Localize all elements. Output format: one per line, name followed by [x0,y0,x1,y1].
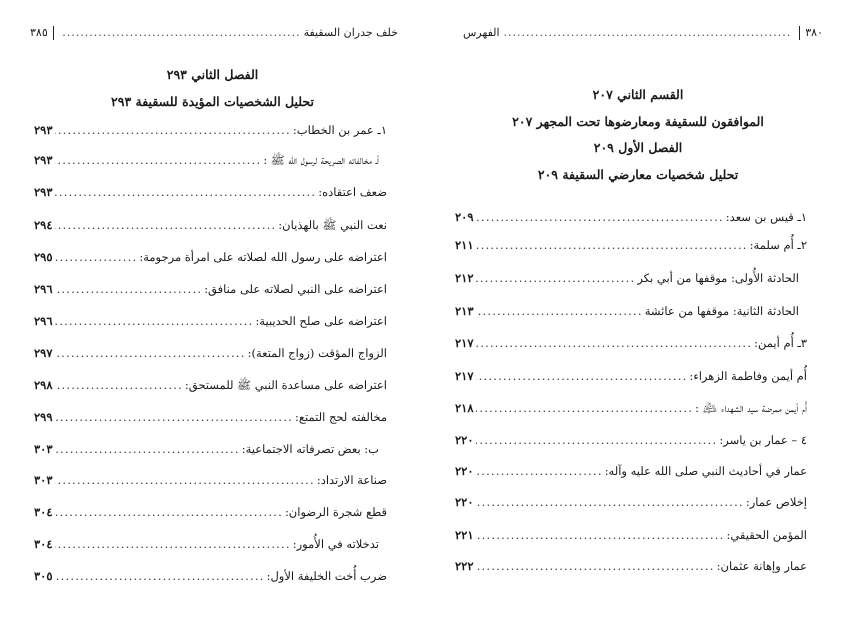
leader-dots [55,312,254,330]
leader-dots [476,431,718,449]
entry-title: ٣ـ أُم أيمن: [754,336,807,350]
entry-title: اعتراضه على مساعدة النبي ﷺ للمستحق: [184,378,387,392]
toc-entry[interactable] [34,503,387,521]
running-head [30,24,398,42]
leader-dots [55,567,265,585]
entry-page: ٢٩٣ [34,153,53,167]
entry-title: إخلاص عمار: [745,495,807,509]
leader-dots [55,376,183,394]
entry-page: ٢٩٦ [34,282,53,296]
toc-entry[interactable] [455,302,807,320]
toc-entry[interactable] [34,440,387,458]
leader-dots [476,399,694,417]
separator-bar [53,26,54,40]
toc-entry[interactable] [34,344,387,362]
page-number: ٣٨٥ [30,26,48,39]
toc-entry[interactable] [34,471,387,489]
toc-entry[interactable] [34,121,387,139]
entry-page: ٣٠٤ [34,537,53,551]
entry-page: ٢٢٢ [455,559,474,573]
toc-entry[interactable] [34,216,387,234]
toc-entry[interactable] [34,280,387,298]
entry-title: قطع شجرة الرضوان: [284,505,387,519]
entry-title: صناعة الارتداد: [316,473,387,487]
section-heading: تحليل الشخصيات المؤيدة للسقيفة ٢٩٣ [111,94,314,109]
toc-entry[interactable] [455,462,807,480]
toc-entry[interactable] [455,269,807,287]
toc-entry[interactable] [34,248,387,266]
toc-entry[interactable] [455,208,807,226]
leader-dots [55,248,138,266]
entry-page: ٢٩٦ [34,314,53,328]
entry-page: ٢١١ [455,238,474,252]
toc-entry[interactable] [455,557,807,575]
leader-dots [55,280,203,298]
leader-dots [55,344,246,362]
leader-dots [55,151,262,169]
entry-page: ٢١٧ [455,336,474,350]
entry-title: ٤ – عمار بن ياسر: [719,433,807,447]
leader-dots [55,503,283,521]
running-head [463,24,823,42]
entry-title: أُم أيمن وفاطمة الزهراء: [689,369,807,383]
toc-entry[interactable] [455,334,807,352]
leader-dots [55,535,291,553]
leader-dots [476,526,725,544]
entry-page: ٢٩٨ [34,378,53,392]
entry-page: ٢١٢ [455,271,474,285]
entry-page: ٢١٨ [455,401,474,415]
entry-title: ضعف اعتقاده: [318,185,387,199]
entry-page: ٢١٧ [455,369,474,383]
toc-entry[interactable] [34,567,387,585]
entry-page: ٣٠٣ [34,442,53,456]
entry-page: ٢٢٠ [455,464,474,478]
entry-title: الحادثة الثانية: موقفها من عائشة [644,304,799,318]
entry-page: ٢٩٩ [34,410,53,424]
leader-dots [55,408,293,426]
entry-title: ٢ـ أُم سلمة: [749,238,807,252]
entry-page: ٢٠٩ [455,210,474,224]
left-page [0,0,425,639]
leader-dots [476,493,744,511]
leader-dots [55,216,277,234]
part-heading: القسم الثاني ٢٠٧ [592,87,684,102]
entry-title: اعتراضه على النبي لصلاته على منافق: [204,282,387,296]
entry-title: ضرب أُخت الخليفة الأول: [266,569,387,583]
leader-dots [476,557,715,575]
entry-page: ٣٠٥ [34,569,53,583]
entry-page: ٣٠٣ [34,473,53,487]
leader-dots [62,24,301,42]
page-number: ٣٨٠ [805,26,823,39]
toc-entry[interactable] [455,236,807,254]
leader-dots [476,236,748,254]
leader-dots [476,302,643,320]
toc-entry[interactable] [455,367,807,385]
toc-entry[interactable] [34,151,387,169]
entry-title: اعتراضه على صلح الحديبية: [255,314,387,328]
separator-bar [799,26,800,40]
entry-title: اعتراضه على رسول الله لصلاته على امرأة مرجومة: [139,250,387,264]
entry-title: ١ـ قيس بن سعد: [725,210,807,224]
entry-title: تدخلاته في الأُمور: [292,537,379,551]
leader-dots [55,121,291,139]
entry-page: ٢٩٣ [34,123,53,137]
toc-entry[interactable] [455,399,807,417]
leader-dots [476,334,753,352]
leader-dots [55,440,240,458]
entry-page: ٢٢٠ [455,495,474,509]
leader-dots [55,183,317,201]
entry-page: ٢٩٧ [34,346,53,360]
toc-entry[interactable] [34,535,387,553]
toc-entry[interactable] [455,493,807,511]
entry-page: ٢٩٣ [34,185,53,199]
running-head-title: الفهرس [463,26,500,39]
entry-title: ١ـ عمر بن الخطاب: [292,123,387,137]
part-subheading: الموافقون للسقيفة ومعارضوها تحت المجهر ٢٠٧ [512,114,764,129]
chapter-heading: الفصل الثاني ٢٩٣ [166,67,259,82]
entry-page: ٣٠٤ [34,505,53,519]
entry-title: المؤمن الحقيقي: [726,528,807,542]
entry-page: ٢٢٠ [455,433,474,447]
leader-dots [503,24,792,42]
toc-entry[interactable] [34,408,387,426]
entry-title: ب: بعض تصرفاته الاجتماعية: [241,442,379,456]
entry-page: ٢٩٤ [34,218,53,232]
entry-page: ٢٢١ [455,528,474,542]
toc-entry[interactable] [34,376,387,394]
running-head-title: خلف جدران السقيفة [303,26,398,39]
entry-title: الحادثة الأُولى: موقفها من أبي بكر [637,271,799,285]
toc-entry[interactable] [34,312,387,330]
leader-dots [476,462,603,480]
leader-dots [476,367,688,385]
leader-dots [55,471,315,489]
right-page [425,0,851,639]
section-heading: تحليل شخصيات معارضي السقيفة ٢٠٩ [537,167,739,182]
entry-title: أُم أيمن ممرضة سيد الشهداء ﵇ : [695,401,807,415]
entry-page: ٢١٣ [455,304,474,318]
entry-title: مخالفته لحج التمتع: [295,410,387,424]
entry-title: أـ مخالفاته الصريحة لرسول الله ﷺ : [263,153,379,167]
toc-entry[interactable] [455,526,807,544]
entry-title: عمار وإهانة عثمان: [716,559,807,573]
toc-entry[interactable] [34,183,387,201]
toc-entry[interactable] [455,431,807,449]
entry-title: الزواج المؤقت (زواج المتعة): [247,346,387,360]
entry-title: عمار في أحاديث النبي صلى الله عليه وآله: [604,464,807,478]
leader-dots [476,208,724,226]
leader-dots [476,269,636,287]
chapter-heading: الفصل الأول ٢٠٩ [593,140,683,155]
entry-page: ٢٩٥ [34,250,53,264]
entry-title: نعت النبي ﷺ بالهذيان: [278,218,387,232]
